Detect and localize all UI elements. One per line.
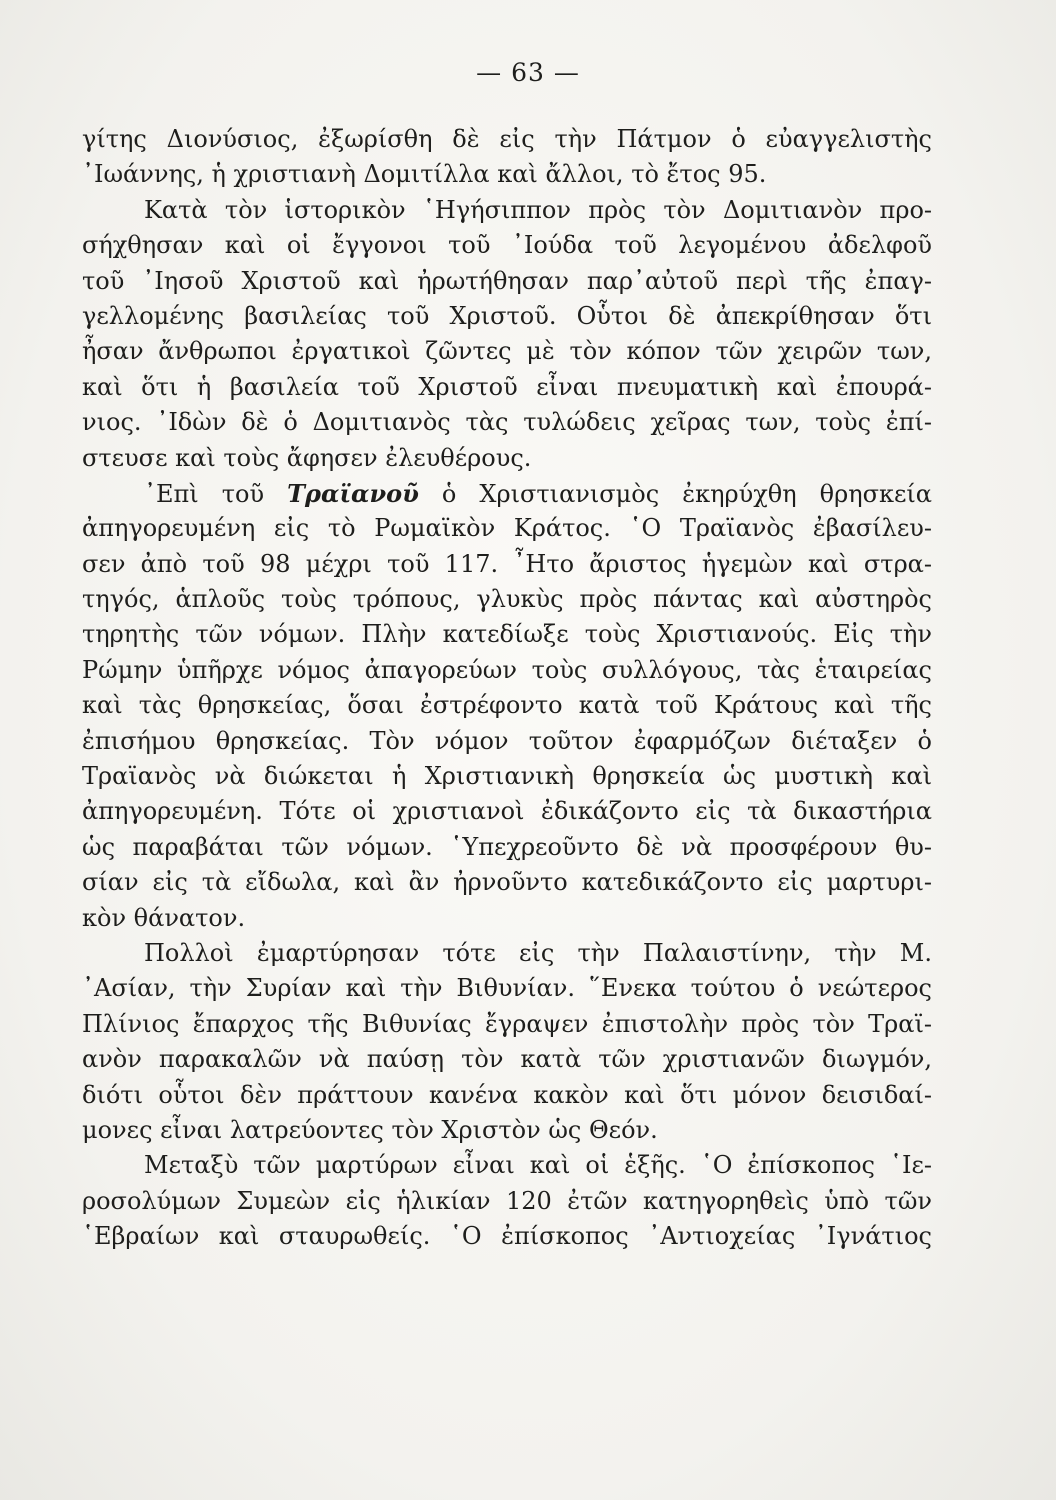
emphasized-name: Τραϊανοῦ: [287, 478, 419, 508]
text-line: Μεταξὺ τῶν μαρτύρων εἶναι καὶ οἱ ἑξῆς. ῾Ο ἐπίσκοπος ῾Ιε-: [144, 1151, 932, 1180]
text-line: τηγός, ἁπλοῦς τοὺς τρόπους, γλυκὺς πρὸς πάντας καὶ αὐστηρὸς: [82, 585, 932, 614]
text-line: Τραϊανὸς νὰ διώκεται ἡ Χριστιανικὴ θρησκεία ὡς μυστικὴ καὶ: [82, 762, 932, 791]
page-number: — 63 —: [476, 58, 580, 87]
text-line: ἀπηγορευμένη. Τότε οἱ χριστιανοὶ ἐδικάζοντο εἰς τὰ δικαστήρια: [82, 797, 932, 826]
text-line: μονες εἶναι λατρεύοντες τὸν Χριστὸν ὡς Θεόν.: [82, 1115, 658, 1144]
text-line: κὸν θάνατον.: [82, 903, 246, 932]
text-line: ῾Εβραίων καὶ σταυρωθείς. ῾Ο ἐπίσκοπος ᾿Αντιοχείας ᾿Ιγνάτιος: [82, 1222, 932, 1251]
text-line: [82, 476, 932, 511]
text-line: ἦσαν ἄνθρωποι ἐργατικοὶ ζῶντες μὲ τὸν κόπον τῶν χειρῶν των,: [82, 337, 932, 366]
text-line: καὶ ὅτι ἡ βασιλεία τοῦ Χριστοῦ εἶναι πνευματικὴ καὶ ἐπουρά-: [82, 372, 932, 401]
text-line: Ρώμην ὑπῆρχε νόμος ἀπαγορεύων τοὺς συλλόγους, τὰς ἑταιρείας: [82, 655, 932, 684]
text-line: ᾿Ιωάννης, ἡ χριστιανὴ Δομιτίλλα καὶ ἄλλοι, τὸ ἔτος 95.: [82, 160, 767, 189]
text-line: ανὸν παρακαλῶν νὰ παύσῃ τὸν κατὰ τῶν χριστιανῶν διωγμόν,: [82, 1045, 932, 1074]
text-line: διότι οὗτοι δὲν πράττουν κανένα κακὸν καὶ ὅτι μόνον δεισιδαί-: [82, 1080, 932, 1109]
text-line: σίαν εἰς τὰ εἴδωλα, καὶ ἂν ἠρνοῦντο κατεδικάζοντο εἰς μαρτυρι-: [82, 868, 932, 897]
text-line: Κατὰ τὸν ἱστορικὸν ῾Ηγήσιππον πρὸς τὸν Δομιτιανὸν προ-: [144, 195, 932, 224]
text-line-post: ὁ Χριστιανισμὸς ἐκηρύχθη θρησκεία: [418, 479, 932, 508]
text-line: ροσολύμων Συμεὼν εἰς ἡλικίαν 120 ἐτῶν κατηγορηθεὶς ὑπὸ τῶν: [82, 1186, 932, 1215]
text-line: καὶ τὰς θρησκείας, ὅσαι ἐστρέφοντο κατὰ τοῦ Κράτους καὶ τῆς: [82, 691, 932, 720]
text-line: Πλίνιος ἔπαρχος τῆς Βιθυνίας ἔγραψεν ἐπιστολὴν πρὸς τὸν Τραϊ-: [82, 1009, 932, 1038]
body-text: [82, 122, 932, 1255]
text-line-pre: ᾿Επὶ τοῦ: [144, 479, 288, 508]
text-line: ᾿Ασίαν, τὴν Συρίαν καὶ τὴν Βιθυνίαν. ῞Ενεκα τούτου ὁ νεώτερος: [82, 974, 932, 1003]
text-line: τηρητὴς τῶν νόμων. Πλὴν κατεδίωξε τοὺς Χριστιανούς. Εἰς τὴν: [82, 620, 932, 649]
text-line: γελλομένης βασιλείας τοῦ Χριστοῦ. Οὗτοι δὲ ἀπεκρίθησαν ὅτι: [82, 301, 932, 330]
text-line: σεν ἀπὸ τοῦ 98 μέχρι τοῦ 117. ῏Ητο ἄριστος ἡγεμὼν καὶ στρα-: [82, 549, 932, 578]
text-line: ἀπηγορευμένη εἰς τὸ Ρωμαϊκὸν Κράτος. ῾Ο Τραϊανὸς ἐβασίλευ-: [82, 514, 932, 543]
text-line: Πολλοὶ ἐμαρτύρησαν τότε εἰς τὴν Παλαιστίνην, τὴν Μ.: [144, 938, 932, 967]
text-line: γίτης Διονύσιος, ἐξωρίσθη δὲ εἰς τὴν Πάτμον ὁ εὐαγγελιστὴς: [82, 125, 932, 153]
text-line: νιος. ᾿Ιδὼν δὲ ὁ Δομιτιανὸς τὰς τυλώδεις χεῖρας των, τοὺς ἐπί-: [82, 408, 932, 437]
text-line: τοῦ ᾿Ιησοῦ Χριστοῦ καὶ ἠρωτήθησαν παρ᾿αὐτοῦ περὶ τῆς ἐπαγ-: [82, 266, 932, 295]
text-line: σήχθησαν καὶ οἱ ἔγγονοι τοῦ ᾿Ιούδα τοῦ λεγομένου ἀδελφοῦ: [82, 231, 932, 260]
text-line: στευσε καὶ τοὺς ἄφησεν ἐλευθέρους.: [82, 443, 532, 472]
text-line: ἐπισήμου θρησκείας. Τὸν νόμον τοῦτον ἐφαρμόζων διέταξεν ὁ: [82, 726, 932, 755]
text-line: ὡς παραβάται τῶν νόμων. ῾Υπεχρεοῦντο δὲ νὰ προσφέρουν θυ-: [82, 832, 932, 861]
